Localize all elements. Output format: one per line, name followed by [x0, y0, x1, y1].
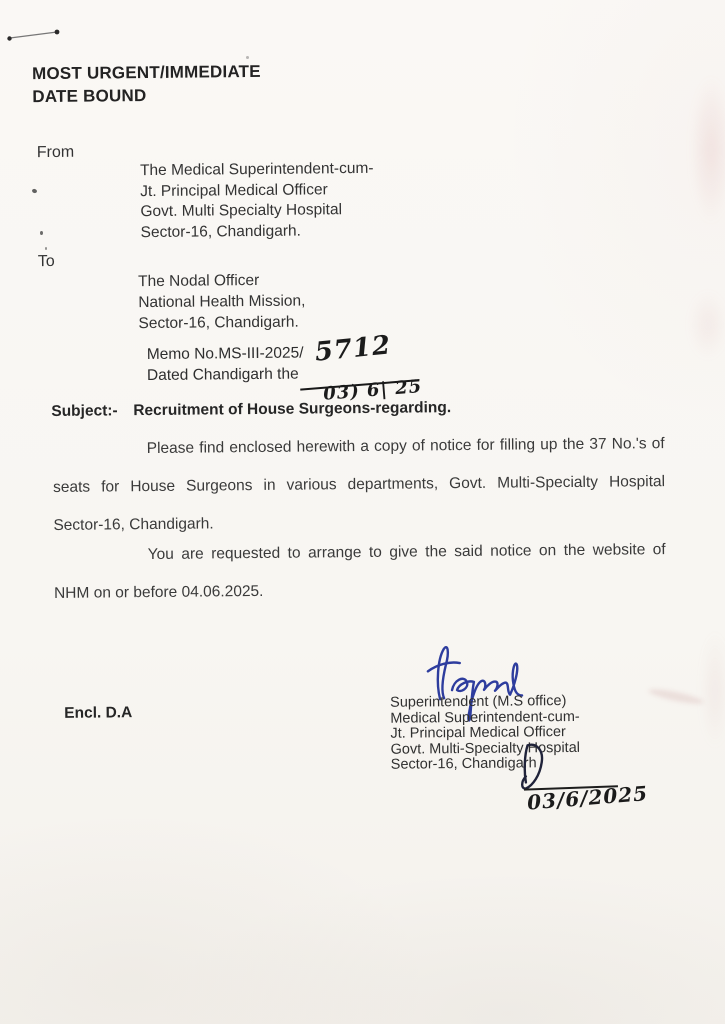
body-line: Sector-16, Chandigarh. — [53, 515, 214, 534]
from-address-block — [140, 159, 374, 243]
to-address-block — [138, 270, 306, 335]
to-line: National Health Mission, — [138, 292, 306, 312]
subject-row — [51, 398, 531, 421]
from-line: Sector-16, Chandigarh. — [140, 222, 301, 241]
body-line: seats for House Surgeons in various departments, Govt. Multi-Specialty Hospital — [52, 473, 666, 496]
body-paragraph-2 — [54, 531, 667, 613]
body-paragraph-1 — [53, 425, 666, 545]
classification-header — [32, 60, 261, 108]
to-line: Sector-16, Chandigarh. — [138, 313, 299, 333]
handwritten-initial-flourish-icon — [519, 742, 555, 792]
to-line: The Nodal Officer — [138, 271, 260, 291]
classification-line-2: DATE BOUND — [32, 86, 147, 107]
from-line: The Medical Superintendent-cum- — [139, 159, 374, 180]
signatory-line: Sector-16, Chandigarh — [390, 755, 537, 774]
signatory-line: Medical Superintendent-cum- — [390, 708, 580, 727]
from-line: Jt. Principal Medical Officer — [140, 180, 328, 200]
memo-date-handwritten: 03) 6| 25 — [322, 375, 424, 405]
signature-date-handwritten: 03/6/2025 — [526, 781, 649, 815]
signature-block — [390, 643, 649, 830]
signatory-line: Jt. Principal Medical Officer — [390, 724, 566, 742]
to-label: To — [37, 252, 55, 271]
memo-date-label: Dated Chandigarh the — [146, 365, 299, 385]
enclosure-note: Encl. D.A — [64, 704, 133, 722]
classification-line-1: MOST URGENT/IMMEDIATE — [31, 61, 261, 84]
subject-label: Subject:- — [51, 402, 118, 420]
subject-text: Recruitment of House Surgeons-regarding. — [133, 399, 452, 420]
from-label: From — [36, 143, 75, 162]
signatory-line: Govt. Multi-Specialty Hospital — [390, 739, 581, 758]
memo-number-label: Memo No.MS-III-2025/ — [146, 344, 304, 364]
body-line: Please find enclosed herewith a copy of notice for filling up the 37 No.'s of — [146, 435, 665, 458]
from-line: Govt. Multi Specialty Hospital — [140, 201, 343, 221]
body-line: You are requested to arrange to give the said notice on the website of — [147, 541, 666, 564]
memo-number-handwritten: 5712 — [313, 330, 393, 368]
signatory-line: Superintendent (M.S office) — [390, 693, 567, 711]
body-line: NHM on or before 04.06.2025. — [53, 582, 264, 602]
